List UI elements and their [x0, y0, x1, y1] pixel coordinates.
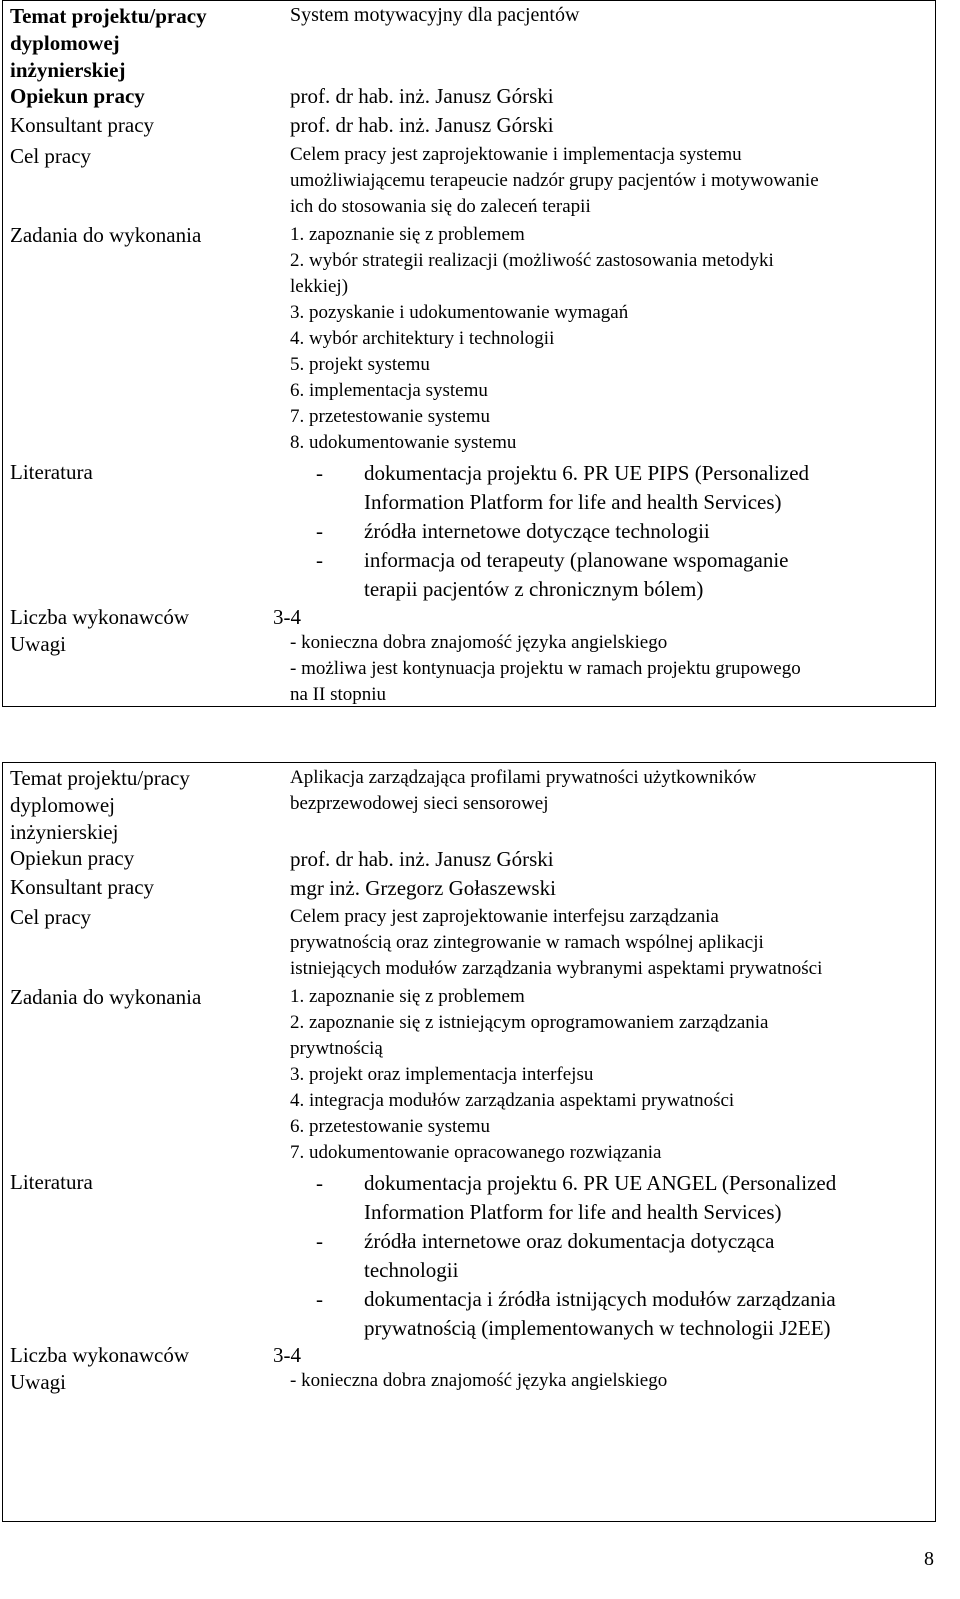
- task-item: 3. pozyskanie i udokumentowanie wymagań: [290, 302, 629, 323]
- tasks-label: Zadania do wykonania: [10, 985, 202, 1009]
- team-size-value: 3-4: [273, 1343, 301, 1367]
- literature-item-line: terapii pacjentów z chronicznym bólem): [364, 577, 704, 601]
- page-number: 8: [924, 1548, 934, 1570]
- topic-label-line-1: Temat projektu/pracy: [10, 766, 190, 790]
- topic-label-line-1: Temat projektu/pracy: [10, 4, 207, 28]
- goal-line-1: Celem pracy jest zaprojektowanie i implementacja systemu: [290, 144, 742, 165]
- supervisor-value: prof. dr hab. inż. Janusz Górski: [290, 847, 554, 871]
- task-item: prywtnością: [290, 1038, 383, 1059]
- literature-item-line: dokumentacja projektu 6. PR UE ANGEL (Personalized: [364, 1171, 837, 1195]
- consultant-value: mgr inż. Grzegorz Gołaszewski: [290, 876, 556, 900]
- literature-bullet: -: [316, 1229, 323, 1253]
- task-item: 1. zapoznanie się z problemem: [290, 986, 525, 1007]
- task-item: 3. projekt oraz implementacja interfejsu: [290, 1064, 594, 1085]
- task-item: 6. przetestowanie systemu: [290, 1116, 490, 1137]
- notes-line-3: na II stopniu: [290, 684, 387, 705]
- literature-label: Literatura: [10, 1170, 93, 1194]
- goal-line-3: ich do stosowania się do zaleceń terapii: [290, 196, 591, 217]
- topic-value-line-2: bezprzewodowej sieci sensorowej: [290, 793, 549, 814]
- topic-value: System motywacyjny dla pacjentów: [290, 4, 580, 26]
- literature-item-line: technologii: [364, 1258, 459, 1282]
- supervisor-value: prof. dr hab. inż. Janusz Górski: [290, 84, 554, 108]
- goal-label: Cel pracy: [10, 905, 92, 929]
- goal-line-2: umożliwiającemu terapeucie nadzór grupy pacjentów i motywowanie: [290, 170, 819, 191]
- task-item: 4. wybór architektury i technologii: [290, 328, 555, 349]
- task-item: 7. udokumentowanie opracowanego rozwiązania: [290, 1142, 662, 1163]
- literature-item-line: źródła internetowe dotyczące technologii: [364, 519, 710, 543]
- notes-line-1: - konieczna dobra znajomość języka angielskiego: [290, 1370, 668, 1391]
- task-item: 2. wybór strategii realizacji (możliwość zastosowania metodyki: [290, 250, 774, 271]
- literature-bullet: -: [316, 519, 323, 543]
- literature-bullet: -: [316, 1287, 323, 1311]
- consultant-value: prof. dr hab. inż. Janusz Górski: [290, 113, 554, 137]
- literature-item-line: dokumentacja projektu 6. PR UE PIPS (Personalized: [364, 461, 810, 485]
- literature-bullet: -: [316, 548, 323, 572]
- literature-item-line: Information Platform for life and health Services): [364, 1200, 782, 1224]
- literature-label: Literatura: [10, 460, 93, 484]
- literature-bullet: -: [316, 461, 323, 485]
- supervisor-label: Opiekun pracy: [10, 84, 145, 108]
- topic-label-line-2: dyplomowej: [10, 793, 115, 817]
- task-item: 2. zapoznanie się z istniejącym oprogramowaniem zarządzania: [290, 1012, 769, 1033]
- goal-line-2: prywatnością oraz zintegrowanie w ramach wspólnej aplikacji: [290, 932, 764, 953]
- notes-label: Uwagi: [10, 632, 66, 656]
- consultant-label: Konsultant pracy: [10, 875, 155, 899]
- team-size-label: Liczba wykonawców: [10, 605, 190, 629]
- literature-item-line: Information Platform for life and health Services): [364, 490, 782, 514]
- goal-line-1: Celem pracy jest zaprojektowanie interfejsu zarządzania: [290, 906, 719, 927]
- notes-line-2: - możliwa jest kontynuacja projektu w ramach projektu grupowego: [290, 658, 801, 679]
- task-item: 4. integracja modułów zarządzania aspektami prywatności: [290, 1090, 735, 1111]
- task-item: lekkiej): [290, 276, 349, 297]
- task-item: 5. projekt systemu: [290, 354, 430, 375]
- notes-line-1: - konieczna dobra znajomość języka angielskiego: [290, 632, 668, 653]
- literature-item-line: prywatnością (implementowanych w technologii J2EE): [364, 1316, 831, 1340]
- topic-label-line-2: dyplomowej: [10, 31, 120, 55]
- notes-label: Uwagi: [10, 1370, 66, 1394]
- supervisor-label: Opiekun pracy: [10, 846, 135, 870]
- literature-item-line: dokumentacja i źródła istnijących modułów zarządzania: [364, 1287, 836, 1311]
- topic-label-line-3: inżynierskiej: [10, 58, 126, 82]
- literature-item-line: informacja od terapeuty (planowane wspomaganie: [364, 548, 789, 572]
- topic-label-line-3: inżynierskiej: [10, 820, 119, 844]
- team-size-value: 3-4: [273, 605, 301, 629]
- goal-label: Cel pracy: [10, 144, 92, 168]
- team-size-label: Liczba wykonawców: [10, 1343, 190, 1367]
- literature-item-line: źródła internetowe oraz dokumentacja dotycząca: [364, 1229, 775, 1253]
- topic-value-line-1: Aplikacja zarządzająca profilami prywatności użytkowników: [290, 767, 757, 788]
- tasks-label: Zadania do wykonania: [10, 223, 202, 247]
- task-item: 6. implementacja systemu: [290, 380, 488, 401]
- task-item: 7. przetestowanie systemu: [290, 406, 490, 427]
- task-item: 1. zapoznanie się z problemem: [290, 224, 525, 245]
- goal-line-3: istniejących modułów zarządzania wybranymi aspektami prywatności: [290, 958, 823, 979]
- consultant-label: Konsultant pracy: [10, 113, 155, 137]
- task-item: 8. udokumentowanie systemu: [290, 432, 517, 453]
- literature-bullet: -: [316, 1171, 323, 1195]
